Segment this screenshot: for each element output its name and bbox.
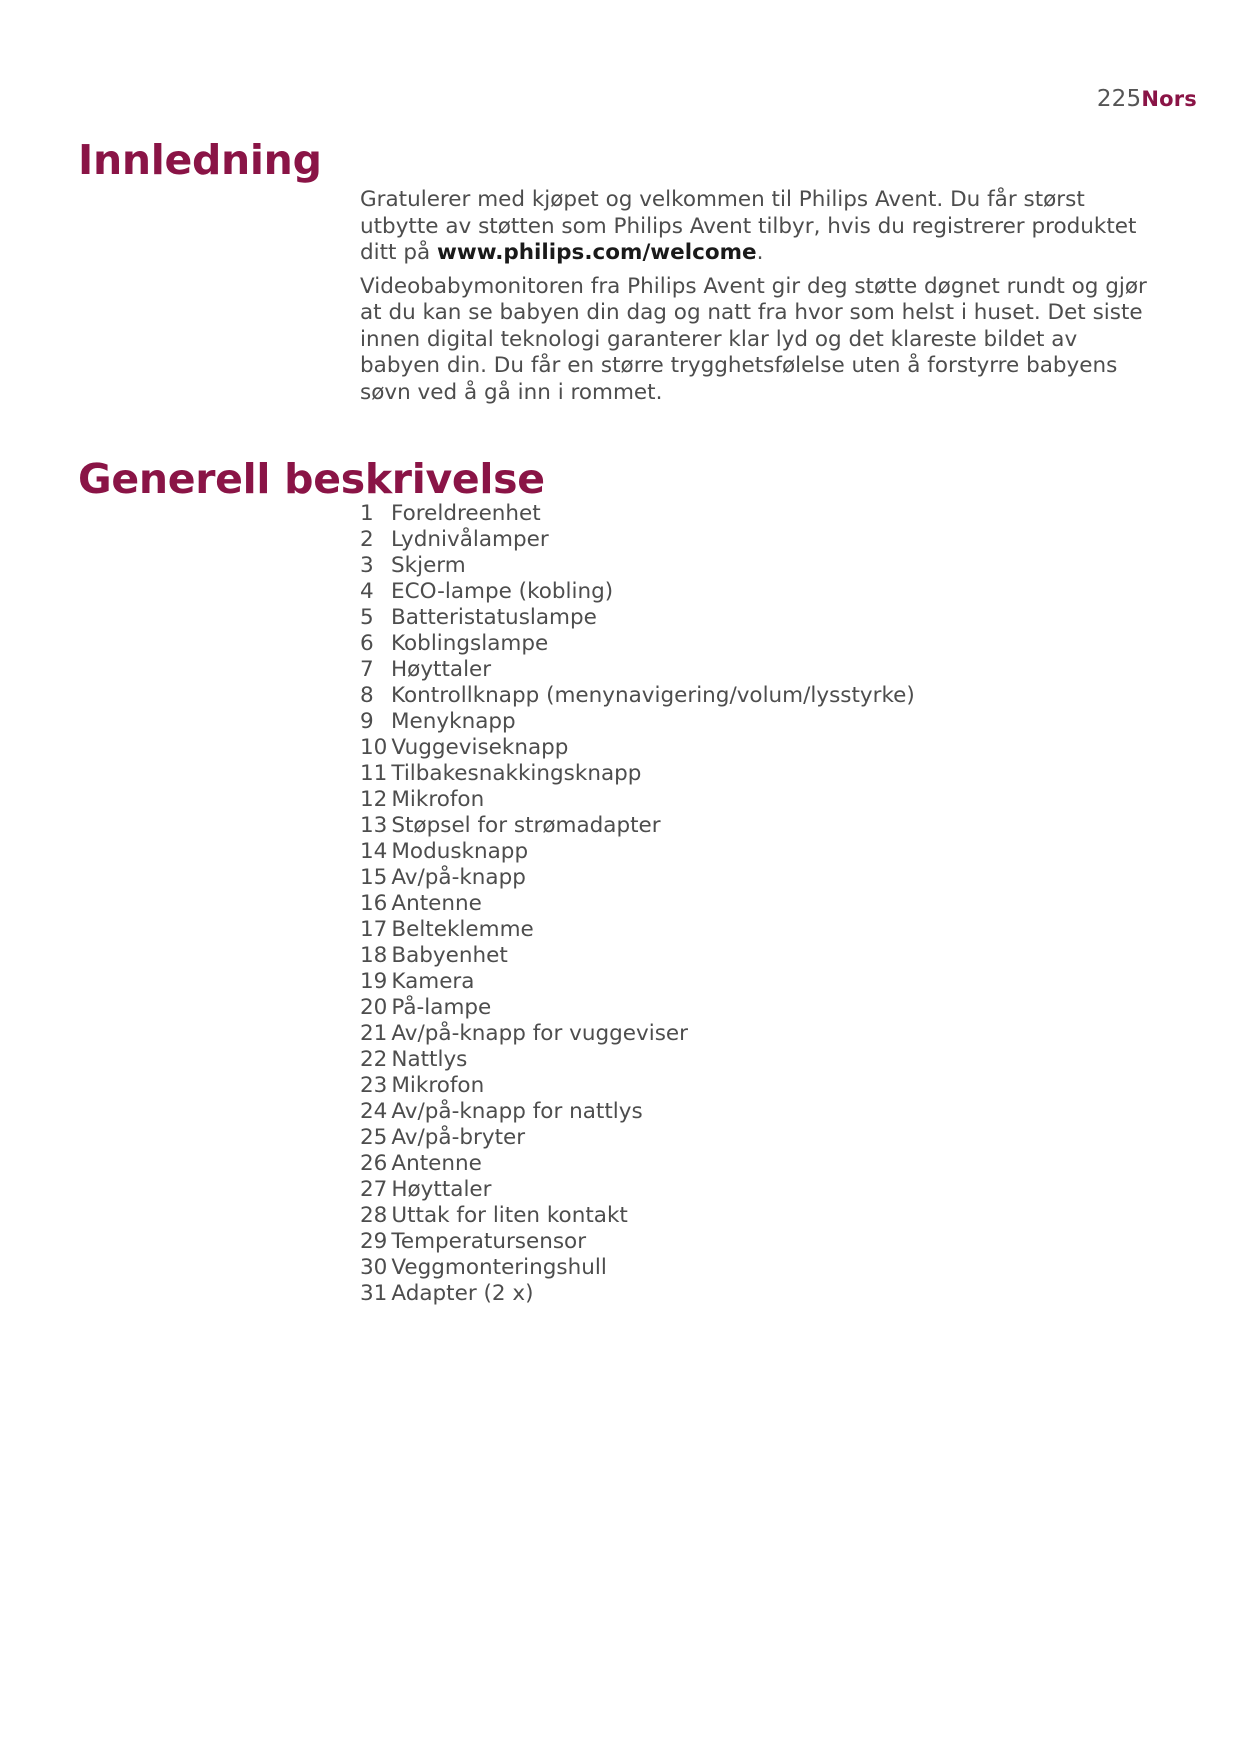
list-item-label: Belteklemme bbox=[391, 917, 534, 942]
list-item bbox=[360, 579, 1160, 605]
list-item bbox=[360, 969, 1160, 995]
list-item-label: Av/på-knapp for vuggeviser bbox=[391, 1021, 688, 1046]
list-item-label: På-lampe bbox=[391, 995, 492, 1020]
list-item-label: Menyknapp bbox=[391, 709, 516, 734]
list-item-number: 9 bbox=[360, 709, 374, 734]
list-item bbox=[360, 501, 1160, 527]
list-item bbox=[360, 787, 1160, 813]
list-item-label: Batteristatuslampe bbox=[391, 605, 597, 630]
list-item bbox=[360, 995, 1160, 1021]
list-item bbox=[360, 709, 1160, 735]
list-item-label: Adapter (2 x) bbox=[391, 1281, 534, 1306]
list-item-number: 27 bbox=[360, 1177, 388, 1202]
list-item-label: Antenne bbox=[391, 1151, 482, 1176]
list-item-number: 22 bbox=[360, 1047, 388, 1072]
list-item bbox=[360, 1151, 1160, 1177]
list-item bbox=[360, 631, 1160, 657]
list-item-label: Mikrofon bbox=[391, 1073, 485, 1098]
page-number-value: 225 bbox=[1096, 86, 1142, 112]
list-item-label: Høyttaler bbox=[391, 657, 492, 682]
language-label: Nors bbox=[1141, 87, 1197, 111]
list-item bbox=[360, 1099, 1160, 1125]
list-item-number: 26 bbox=[360, 1151, 388, 1176]
list-item-label: Kamera bbox=[391, 969, 475, 994]
list-item-label: Av/på-bryter bbox=[391, 1125, 526, 1150]
list-item-number: 1 bbox=[360, 501, 374, 526]
list-item-number: 3 bbox=[360, 553, 374, 578]
list-item-label: Veggmonteringshull bbox=[391, 1255, 607, 1280]
welcome-link[interactable]: www.philips.com/welcome bbox=[436, 240, 757, 265]
list-item bbox=[360, 735, 1160, 761]
list-item-label: Modusknapp bbox=[391, 839, 529, 864]
list-item bbox=[360, 943, 1160, 969]
introduction-text bbox=[360, 187, 1160, 413]
list-item bbox=[360, 813, 1160, 839]
list-item bbox=[360, 683, 1160, 709]
list-item-label: Uttak for liten kontakt bbox=[391, 1203, 628, 1228]
list-item bbox=[360, 1125, 1160, 1151]
list-item-label: Tilbakesnakkingsknapp bbox=[391, 761, 642, 786]
list-item-number: 30 bbox=[360, 1255, 388, 1280]
list-item-label: Foreldreenhet bbox=[391, 501, 541, 526]
list-item bbox=[360, 657, 1160, 683]
list-item-number: 20 bbox=[360, 995, 388, 1020]
intro-paragraph-1-end: . bbox=[756, 240, 764, 265]
list-item bbox=[360, 839, 1160, 865]
list-item-label: Babyenhet bbox=[391, 943, 508, 968]
list-item-number: 28 bbox=[360, 1203, 388, 1228]
section-title-general-description: Generell beskrivelse bbox=[78, 455, 545, 503]
list-item bbox=[360, 917, 1160, 943]
list-item-label: Vuggeviseknapp bbox=[391, 735, 569, 760]
list-item-number: 31 bbox=[360, 1281, 388, 1306]
list-item bbox=[360, 1021, 1160, 1047]
list-item-number: 4 bbox=[360, 579, 374, 604]
list-item-number: 21 bbox=[360, 1021, 388, 1046]
list-item-number: 10 bbox=[360, 735, 388, 760]
list-item bbox=[360, 865, 1160, 891]
list-item bbox=[360, 761, 1160, 787]
intro-paragraph-2: Videobabymonitoren fra Philips Avent gir deg støtte døgnet rundt og gjør at du kan se babyen din dag og natt fra hvor som helst i huset. Det siste innen digital teknologi garanterer klar lyd og det klareste bildet av babyen din. Du får en større trygghetsfølelse uten å forstyrre babyens søvn ved å gå inn i rommet. bbox=[360, 273, 1147, 405]
list-item-label: Temperatursensor bbox=[391, 1229, 587, 1254]
section-title-introduction: Innledning bbox=[78, 136, 322, 184]
list-item-number: 23 bbox=[360, 1073, 388, 1098]
list-item-number: 6 bbox=[360, 631, 374, 656]
list-item bbox=[360, 605, 1160, 631]
list-item-label: Mikrofon bbox=[391, 787, 485, 812]
list-item bbox=[360, 1047, 1160, 1073]
list-item-number: 12 bbox=[360, 787, 388, 812]
list-item-number: 25 bbox=[360, 1125, 388, 1150]
intro-paragraph-1 bbox=[360, 187, 1160, 267]
list-item-label: Nattlys bbox=[391, 1047, 468, 1072]
intro-paragraph-1-text: Gratulerer med kjøpet og velkommen til Philips Avent. Du får størst utbytte av støtten som Philips Avent tilbyr, hvis du registrerer produktet ditt på bbox=[360, 187, 1137, 265]
list-item-number: 18 bbox=[360, 943, 388, 968]
parts-list bbox=[360, 501, 1160, 1307]
list-item-number: 5 bbox=[360, 605, 374, 630]
list-item-number: 16 bbox=[360, 891, 388, 916]
list-item bbox=[360, 1073, 1160, 1099]
list-item-label: Høyttaler bbox=[391, 1177, 492, 1202]
list-item-number: 14 bbox=[360, 839, 388, 864]
list-item-label: Støpsel for strømadapter bbox=[391, 813, 661, 838]
list-item-number: 19 bbox=[360, 969, 388, 994]
list-item bbox=[360, 1229, 1160, 1255]
list-item-label: ECO-lampe (kobling) bbox=[391, 579, 614, 604]
list-item-number: 7 bbox=[360, 657, 374, 682]
list-item-label: Av/på-knapp for nattlys bbox=[391, 1099, 643, 1124]
list-item-number: 11 bbox=[360, 761, 388, 786]
list-item bbox=[360, 1281, 1160, 1307]
list-item-label: Lydnivålamper bbox=[391, 527, 549, 552]
list-item-number: 29 bbox=[360, 1229, 388, 1254]
list-item-label: Antenne bbox=[391, 891, 482, 916]
list-item bbox=[360, 1177, 1160, 1203]
list-item-label: Skjerm bbox=[391, 553, 466, 578]
list-item bbox=[360, 1255, 1160, 1281]
page-number bbox=[1097, 86, 1197, 112]
list-item-number: 24 bbox=[360, 1099, 388, 1124]
list-item bbox=[360, 553, 1160, 579]
list-item-number: 15 bbox=[360, 865, 388, 890]
list-item bbox=[360, 1203, 1160, 1229]
list-item bbox=[360, 891, 1160, 917]
list-item-number: 8 bbox=[360, 683, 374, 708]
list-item-number: 17 bbox=[360, 917, 388, 942]
list-item-label: Koblingslampe bbox=[391, 631, 549, 656]
list-item-number: 2 bbox=[360, 527, 374, 552]
list-item-label: Av/på-knapp bbox=[391, 865, 526, 890]
list-item-number: 13 bbox=[360, 813, 388, 838]
list-item bbox=[360, 527, 1160, 553]
list-item-label: Kontrollknapp (menynavigering/volum/lysstyrke) bbox=[391, 683, 915, 708]
